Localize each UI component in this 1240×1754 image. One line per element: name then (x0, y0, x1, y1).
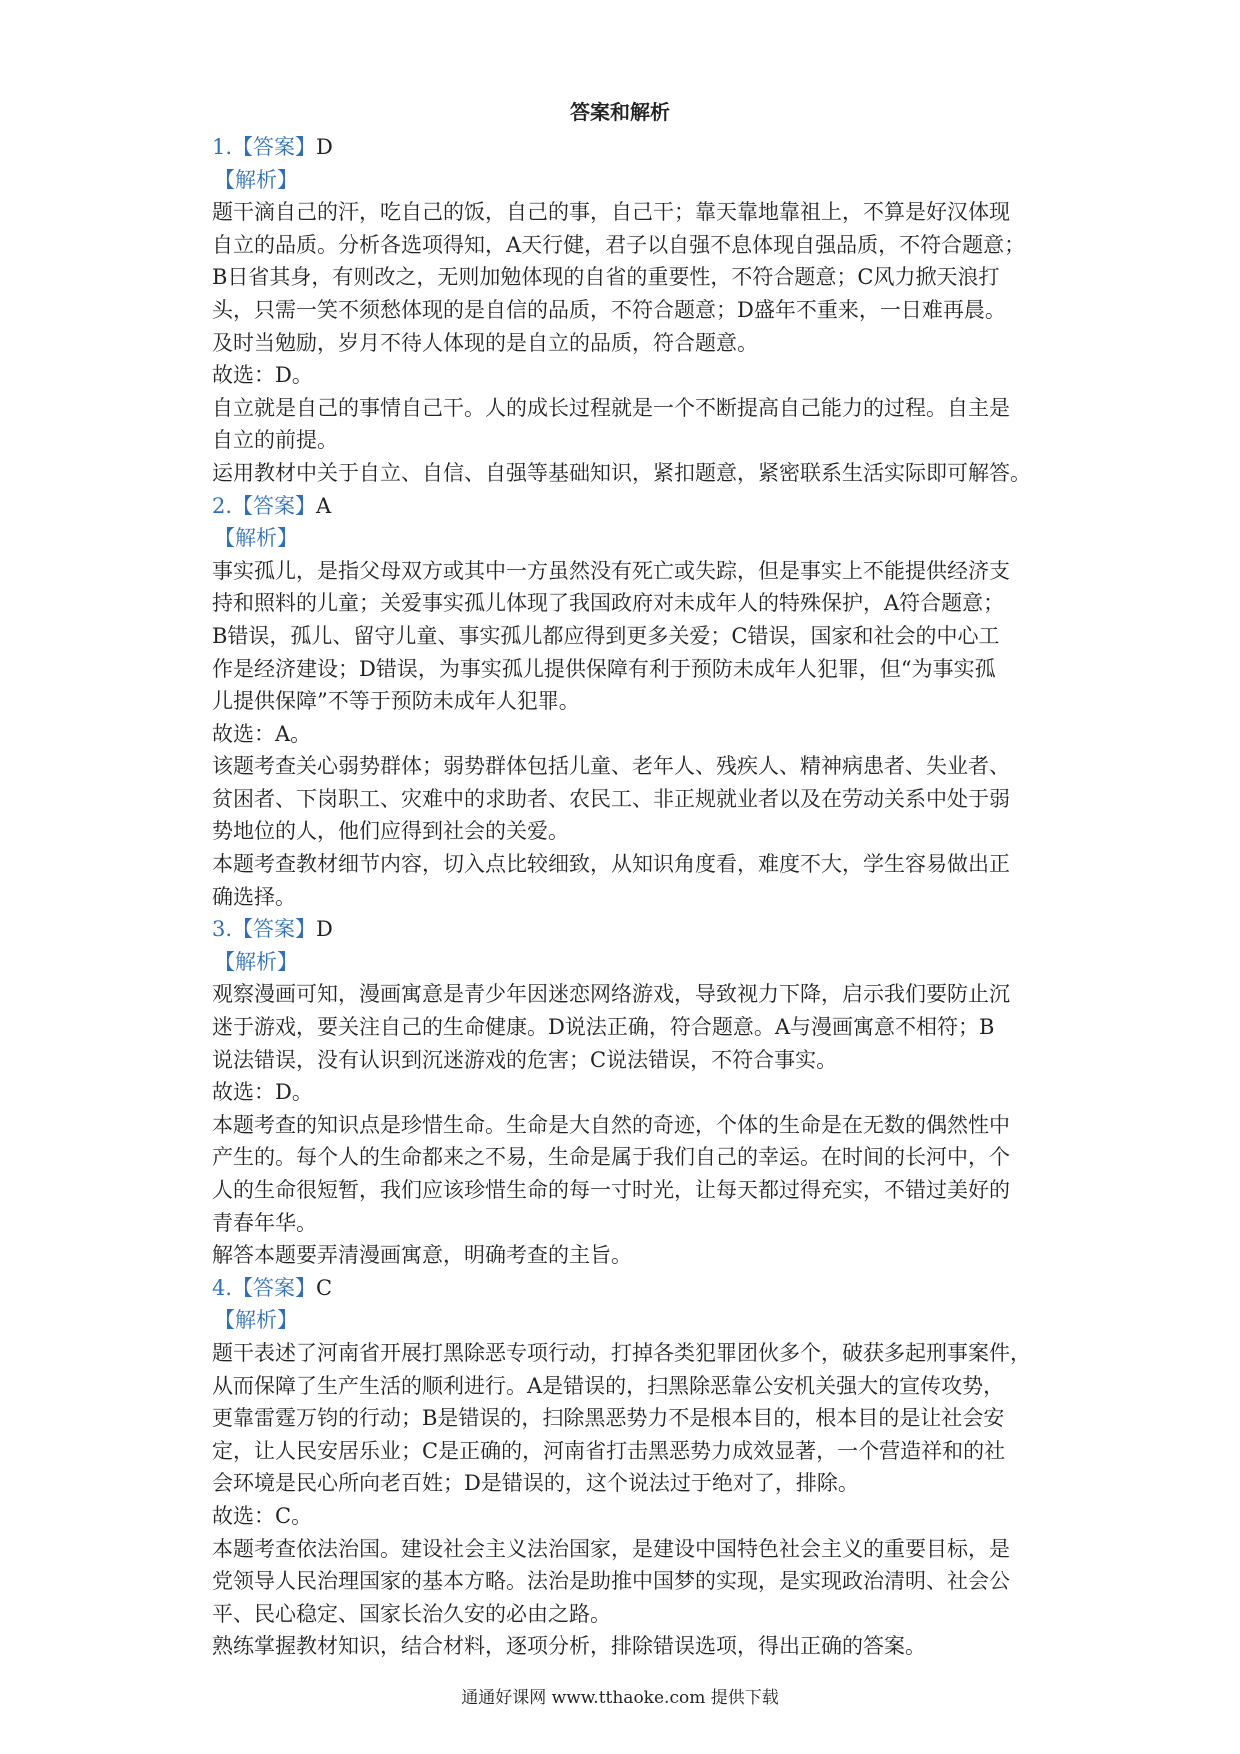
question-number: 2. (212, 493, 233, 518)
analysis-text-line: 产生的。每个人的生命都来之不易，生命是属于我们自己的幸运。在时间的长河中，个 (212, 1145, 1010, 1170)
analysis-text-line: 本题考查教材细节内容，切入点比较细致，从知识角度看，难度不大，学生容易做出正 (212, 852, 1010, 877)
analysis-label: 【解析】 (214, 1308, 298, 1333)
analysis-label: 【解析】 (214, 167, 298, 192)
analysis-text-line: 故选：D。 (212, 1080, 313, 1105)
analysis-text-line: 确选择。 (212, 884, 296, 909)
analysis-text-line: 该题考查关心弱势群体；弱势群体包括儿童、老年人、残疾人、精神病患者、失业者、 (212, 754, 1010, 779)
analysis-text-line: 更靠雷霆万钧的行动；B是错误的，扫除黑恶势力不是根本目的，根本目的是让社会安 (212, 1406, 1005, 1431)
analysis-text-line: 本题考查的知识点是珍惜生命。生命是大自然的奇迹，个体的生命是在无数的偶然性中 (212, 1112, 1010, 1137)
analysis-text-line: 儿提供保障”不等于预防未成年人犯罪。 (212, 689, 580, 714)
analysis-text-line: 熟练掌握教材知识，结合材料，逐项分析，排除错误选项，得出正确的答案。 (212, 1634, 926, 1659)
analysis-text-line: 解答本题要弄清漫画寓意，明确考查的主旨。 (212, 1243, 632, 1268)
analysis-text-line: 作是经济建设；D错误，为事实孤儿提供保障有利于预防未成年人犯罪，但“为事实孤 (212, 656, 996, 681)
analysis-text-line: 题干表述了河南省开展打黑除恶专项行动，打掉各类犯罪团伙多个，破获多起刑事案件， (212, 1340, 1031, 1365)
analysis-text-line: 运用教材中关于自立、自信、自强等基础知识，紧扣题意，紧密联系生活实际即可解答。 (212, 460, 1031, 485)
analysis-text-line: 自立的品质。分析各选项得知，A天行健，君子以自强不息体现自强品质，不符合题意； (212, 232, 1026, 257)
analysis-text-line: 贫困者、下岗职工、灾难中的求助者、农民工、非正规就业者以及在劳动关系中处于弱 (212, 786, 1010, 811)
page-footer: 通通好课网 www.tthaoke.com 提供下载 (461, 1688, 779, 1708)
analysis-text-line: 自立的前提。 (212, 428, 338, 453)
analysis-text-line: 故选：D。 (212, 363, 313, 388)
analysis-text-line: 头，只需一笑不须愁体现的是自信的品质，不符合题意；D盛年不重来，一日难再晨。 (212, 297, 1006, 322)
answer-value: A (316, 493, 332, 518)
question-block (212, 490, 1042, 914)
analysis-text-line: 党领导人民治理国家的基本方略。法治是助推中国梦的实现，是实现政治清明、社会公 (212, 1569, 1010, 1594)
analysis-text-line: 故选：A。 (212, 721, 312, 746)
question-number: 3. (212, 917, 233, 942)
answer-label: 【答案】 (232, 135, 317, 159)
analysis-text-line: 持和照料的儿童；关爱事实孤儿体现了我国政府对未成年人的特殊保护，A符合题意； (212, 591, 1005, 616)
analysis-label: 【解析】 (214, 949, 298, 974)
question-number: 1. (212, 135, 233, 159)
analysis-text-line: 迷于游戏，要关注自己的生命健康。D说法正确，符合题意。A与漫画寓意不相符；B (212, 1015, 995, 1040)
answer-line (212, 490, 1042, 523)
analysis-text-line: B日省其身，有则改之，无则加勉体现的自省的重要性，不符合题意；C风力掀天浪打 (212, 265, 1000, 290)
answer-label: 【答案】 (232, 917, 317, 942)
answer-line (212, 131, 1042, 164)
analysis-text-line: 及时当勉励，岁月不待人体现的是自立的品质，符合题意。 (212, 330, 758, 355)
question-block (212, 913, 1042, 1272)
answer-line (212, 913, 1042, 946)
analysis-text-line: 平、民心稳定、国家长治久安的必由之路。 (212, 1601, 611, 1626)
answer-value: D (316, 917, 333, 942)
answer-content (212, 131, 1042, 1663)
analysis-text-line: 从而保障了生产生活的顺利进行。A是错误的，扫黑除恶靠公安机关强大的宣传攻势， (212, 1373, 1005, 1398)
analysis-text-line: 说法错误，没有认识到沉迷游戏的危害；C说法错误，不符合事实。 (212, 1047, 838, 1072)
analysis-text-line: 事实孤儿，是指父母双方或其中一方虽然没有死亡或失踪，但是事实上不能提供经济支 (212, 558, 1010, 583)
answer-value: C (316, 1275, 333, 1300)
analysis-text-line: 青春年华。 (212, 1210, 317, 1235)
analysis-text-line: 本题考查依法治国。建设社会主义法治国家，是建设中国特色社会主义的重要目标，是 (212, 1536, 1010, 1561)
question-block (212, 131, 1042, 490)
answer-value: D (316, 135, 333, 159)
question-block (212, 1272, 1042, 1663)
analysis-text-line: 自立就是自己的事情自己干。人的成长过程就是一个不断提高自己能力的过程。自主是 (212, 395, 1010, 420)
answer-label: 【答案】 (232, 1275, 317, 1300)
analysis-text-line: 观察漫画可知，漫画寓意是青少年因迷恋网络游戏，导致视力下降，启示我们要防止沉 (212, 982, 1010, 1007)
analysis-text-line: 题干滴自己的汗，吃自己的饭，自己的事，自己干；靠天靠地靠祖上，不算是好汉体现 (212, 200, 1010, 225)
answer-line (212, 1272, 1042, 1305)
question-number: 4. (212, 1275, 233, 1300)
analysis-text-line: 人的生命很短暂，我们应该珍惜生命的每一寸时光，让每天都过得充实，不错过美好的 (212, 1178, 1010, 1202)
analysis-label: 【解析】 (214, 526, 298, 551)
page-title: 答案和解析 (570, 100, 670, 124)
analysis-text-line: 定，让人民安居乐业；C是正确的，河南省打击黑恶势力成效显著，一个营造祥和的社 (212, 1438, 1006, 1463)
analysis-text-line: 故选：C。 (212, 1503, 313, 1528)
answer-label: 【答案】 (232, 493, 317, 518)
analysis-text-line: B错误，孤儿、留守儿童、事实孤儿都应得到更多关爱；C错误，国家和社会的中心工 (212, 623, 1000, 648)
analysis-text-line: 会环境是民心所向老百姓；D是错误的，这个说法过于绝对了，排除。 (212, 1471, 859, 1496)
analysis-text-line: 势地位的人，他们应得到社会的关爱。 (212, 819, 569, 844)
